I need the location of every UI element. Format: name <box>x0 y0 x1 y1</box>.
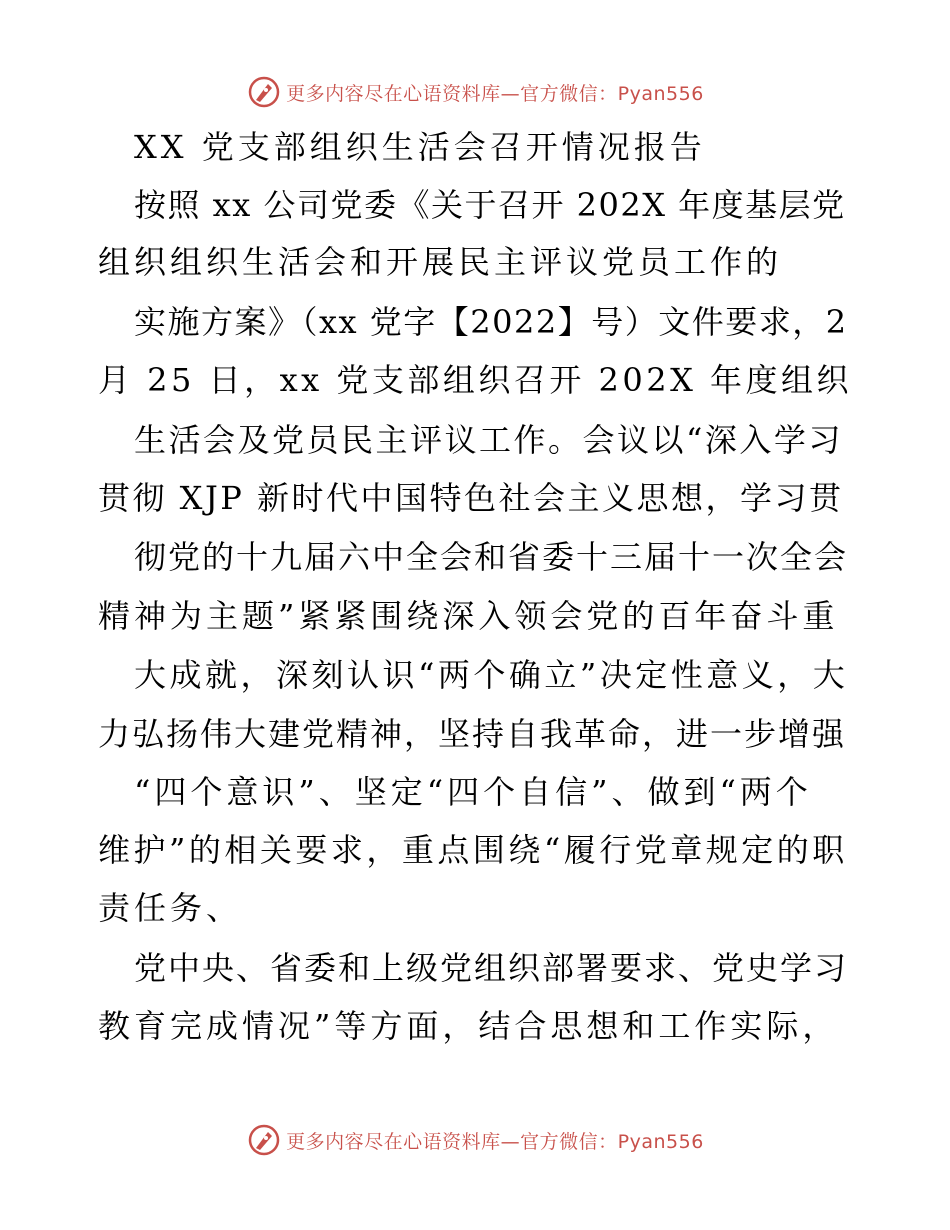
paragraph-line: 彻党的十九届六中全会和省委十三届十一次全会 <box>134 538 849 576</box>
paragraph-line: 组织组织生活会和开展民主评议党员工作的 <box>98 243 783 281</box>
paragraph-line: 力弘扬伟大建党精神，坚持自我革命，进一步增强 <box>98 715 847 753</box>
paragraph-line: 按照 xx 公司党委《关于召开 202X 年度基层党 <box>134 186 846 224</box>
paragraph-line: 实施方案》（xx 党字【2022】号）文件要求，2 <box>134 303 848 341</box>
paragraph-line: “四个意识”、坚定“四个自信”、做到“两个 <box>134 773 812 811</box>
paragraph-line: 生活会及党员民主评议工作。会议以“深入学习 <box>134 421 843 459</box>
pen-nib-circle-logo-icon <box>246 74 282 110</box>
header-watermark-text: 更多内容尽在心语资料库—官方微信：Pyan556 <box>286 82 704 105</box>
header-watermark-banner <box>0 72 950 112</box>
paragraph-line: 贯彻 XJP 新时代中国特色社会主义思想，学习贯 <box>98 479 844 517</box>
paragraph-line: 大成就，深刻认识“两个确立”决定性意义，大 <box>134 656 849 694</box>
pen-nib-circle-logo-icon <box>246 1122 282 1158</box>
paragraph-line: 责任务、 <box>98 889 243 927</box>
paragraph-line: 维护”的相关要求，重点围绕“履行党章规定的职 <box>98 831 848 869</box>
paragraph-line: 党中央、省委和上级党组织部署要求、党史学习 <box>134 949 849 987</box>
document-title: XX 党支部组织生活会召开情况报告 <box>134 128 706 166</box>
footer-watermark-text: 更多内容尽在心语资料库—官方微信：Pyan556 <box>286 1130 704 1153</box>
paragraph-line: 月 25 日，xx 党支部组织召开 202X 年度组织 <box>98 361 853 399</box>
paragraph-line: 教育完成情况”等方面，结合思想和工作实际， <box>98 1007 839 1045</box>
paragraph-line: 精神为主题”紧紧围绕深入领会党的百年奋斗重 <box>98 597 839 635</box>
footer-watermark-banner <box>0 1120 950 1160</box>
